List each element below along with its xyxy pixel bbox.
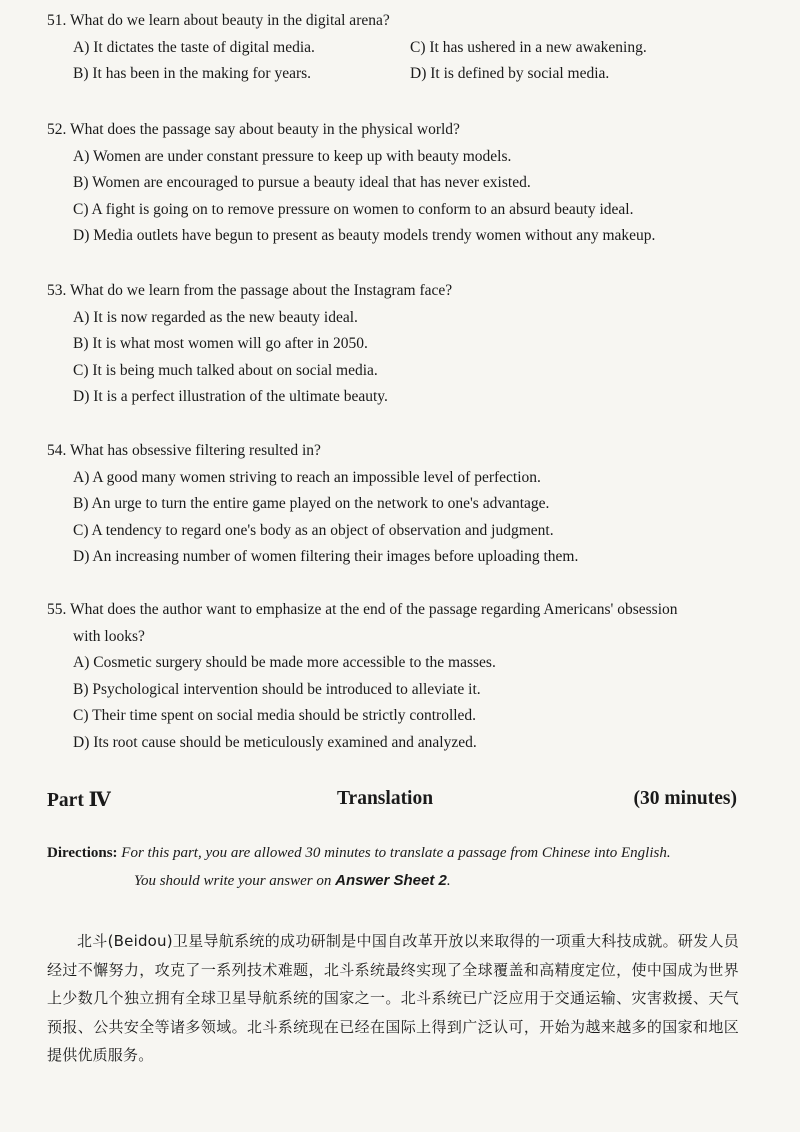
option-d[interactable]: D) It is a perfect illustration of the ultimate beauty. <box>73 388 388 405</box>
option-b[interactable]: B) Psychological intervention should be introduced to alleviate it. <box>73 680 481 698</box>
option-b[interactable]: B) An urge to turn the entire game played on the network to one's advantage. <box>73 495 550 512</box>
option-c[interactable]: C) It has ushered in a new awakening. <box>410 38 647 56</box>
directions-label: Directions: <box>47 845 118 861</box>
question-51 <box>47 8 747 88</box>
option-b[interactable]: B) It has been in the making for years. <box>73 65 312 82</box>
option-a[interactable]: A) It dictates the taste of digital media. <box>73 38 315 56</box>
directions-line2-pre: You should write your answer on <box>134 873 336 889</box>
part-heading <box>47 788 737 818</box>
option-b[interactable]: B) It is what most women will go after in 2050. <box>73 335 368 352</box>
option-a[interactable]: A) It is now regarded as the new beauty ideal. <box>73 308 358 326</box>
question-55 <box>47 597 747 756</box>
question-stem: 54. What has obsessive filtering resulted in? <box>47 442 321 459</box>
question-stem: 55. What does the author want to emphasize at the end of the passage regarding Americans' obsession <box>47 601 678 618</box>
option-c[interactable]: C) A tendency to regard one's body as an object of observation and judgment. <box>73 521 554 539</box>
option-b[interactable]: B) Women are encouraged to pursue a beauty ideal that has never existed. <box>73 174 531 191</box>
part-number: Part Ⅳ <box>47 790 111 811</box>
directions-line2-post: . <box>446 873 451 889</box>
part-title: Translation <box>337 788 434 809</box>
question-stem: 52. What does the passage say about beauty in the physical world? <box>47 121 460 138</box>
option-a[interactable]: A) Women are under constant pressure to keep up with beauty models. <box>73 147 512 165</box>
question-stem-continued: with looks? <box>73 627 145 645</box>
translation-passage: 北斗(Beidou)卫星导航系统的成功研制是中国自改革开放以来取得的一项重大科技成就。研发人员经过不懈努力，攻克了一系列技术难题，北斗系统最终实现了全球覆盖和高精度定位，使中国成为世界上少数几个独立拥有全球卫星导航系统的国家之一。北斗系统已广泛应用于交通运输、灾害救援、天气预报、公共安全等诸多领域。北斗系统现在已经在国际上得到广泛认可，开始为越来越多的国家和地区提供优质服务。 <box>47 932 739 1064</box>
options-grid <box>73 35 747 88</box>
option-c[interactable]: C) A fight is going on to remove pressure on women to conform to an absurd beauty ideal. <box>73 200 634 218</box>
part-time: (30 minutes) <box>633 788 737 809</box>
option-c[interactable]: C) It is being much talked about on social media. <box>73 361 378 379</box>
question-53 <box>47 278 747 411</box>
option-d[interactable]: D) It is defined by social media. <box>410 65 610 82</box>
option-d[interactable]: D) An increasing number of women filtering their images before uploading them. <box>73 548 579 565</box>
option-d[interactable]: D) Its root cause should be meticulously examined and analyzed. <box>73 733 477 751</box>
option-c[interactable]: C) Their time spent on social media should be strictly controlled. <box>73 707 477 724</box>
question-52 <box>47 117 747 250</box>
answer-sheet-label: Answer Sheet 2 <box>335 872 447 889</box>
question-54 <box>47 438 747 571</box>
directions-line1: For this part, you are allowed 30 minutes to translate a passage from Chinese into English. <box>121 845 671 861</box>
option-d[interactable]: D) Media outlets have begun to present as beauty models trendy women without any makeup. <box>73 227 656 244</box>
option-a[interactable]: A) A good many women striving to reach an impossible level of perfection. <box>73 468 541 486</box>
directions <box>47 840 747 895</box>
question-stem: 53. What do we learn from the passage about the Instagram face? <box>47 282 453 299</box>
option-a[interactable]: A) Cosmetic surgery should be made more accessible to the masses. <box>73 654 496 671</box>
question-stem: 51. What do we learn about beauty in the digital arena? <box>47 12 390 29</box>
